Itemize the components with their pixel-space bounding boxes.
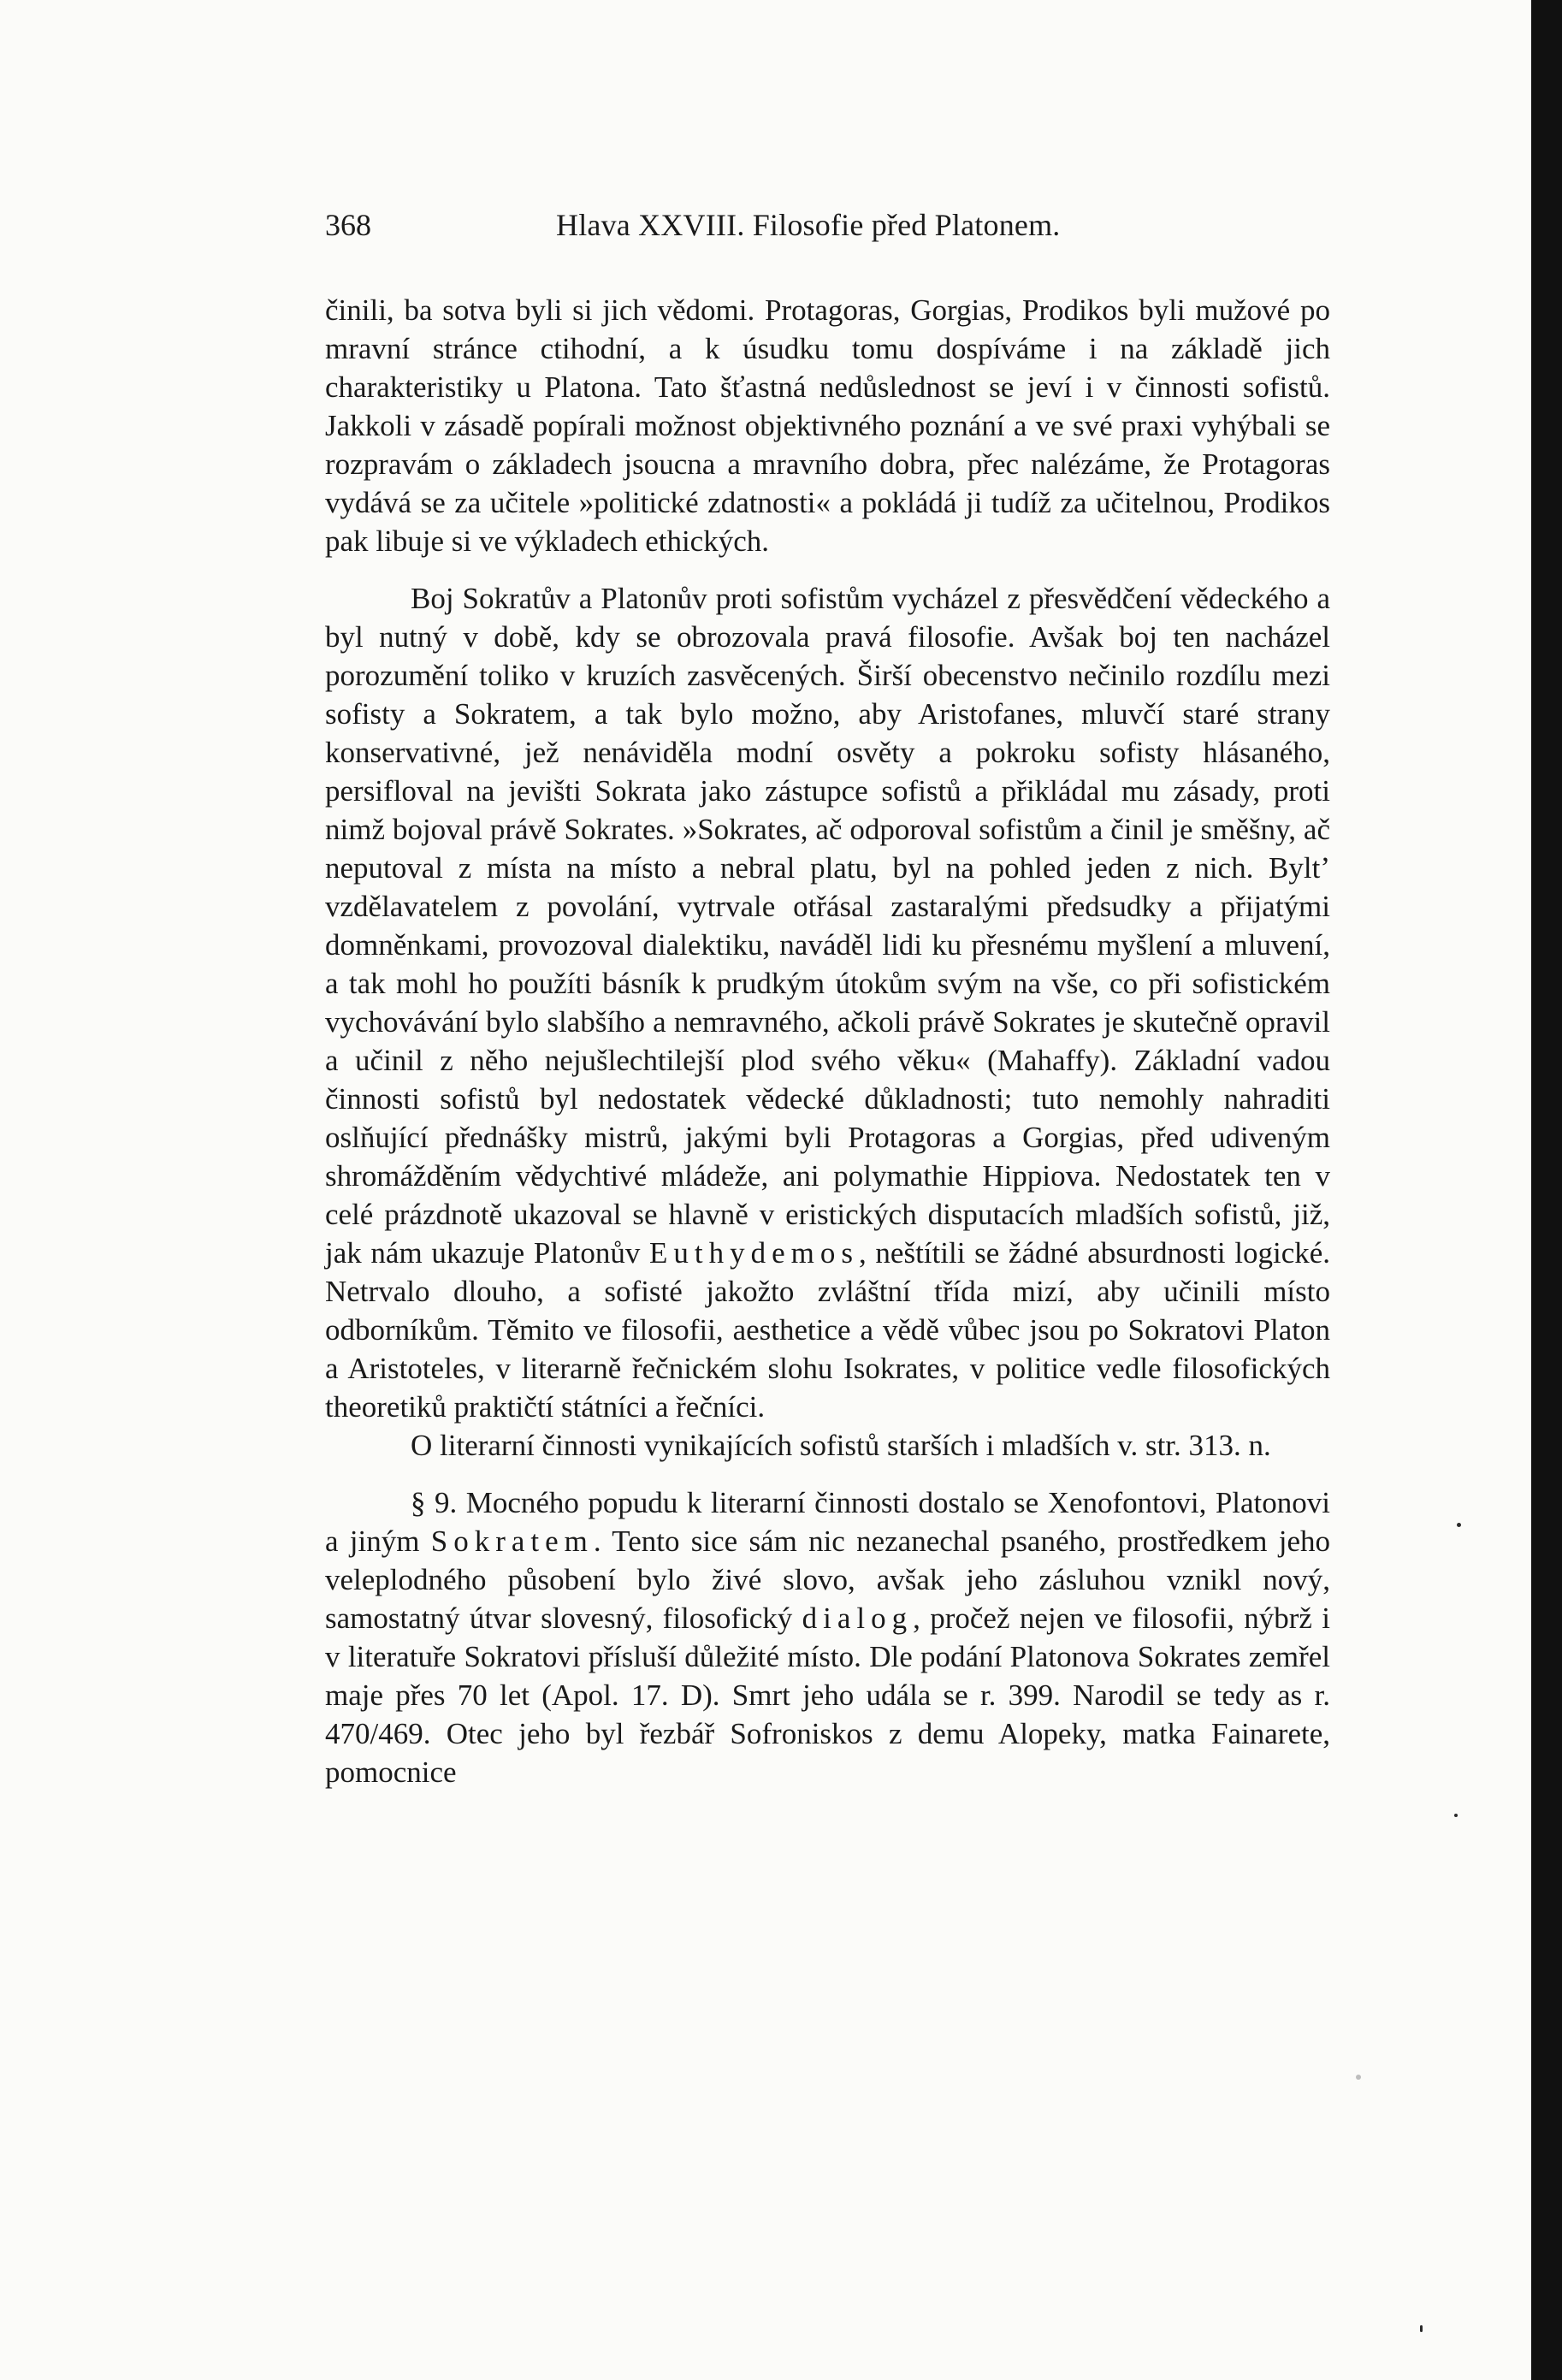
spaced-term-sokratem: Sokratem xyxy=(430,1525,594,1558)
scan-speck xyxy=(1457,1523,1461,1527)
paragraph-3 xyxy=(325,1426,1330,1465)
main-text xyxy=(325,291,1330,1791)
paragraph-4-text-c: , pročež nejen ve filosofii, nýbrž i v literatuře Sokratovi přísluší důležité místo. Dle podání Platonova Sokrates zemřel maje přes 70 let (Apol. 17. D). Smrt jeho udála se r. 399. Narodil se tedy as r. 470/469. Otec jeho byl řezbář Sofroniskos z demu Alopeky, matka Fainarete, pomocnice xyxy=(325,1601,1330,1789)
paragraph-1 xyxy=(325,291,1330,560)
running-head xyxy=(325,204,1330,246)
paragraph-4-text-a: § 9. Mocného popudu k literarní činnosti dostalo se Xenofontovi, Platonovi a jiným xyxy=(325,1486,1330,1558)
paragraph-4-text-b: . Tento sice sám nic nezanechal psaného, prostředkem jeho veleplodného působení bylo živé slovo, avšak jeho zásluhou vznikl nový, samostatný útvar slovesný, filosofický xyxy=(325,1525,1331,1635)
paragraph-2-text-b: , neštítili se žádné absurdnosti logické. Netrvalo dlouho, a sofisté jakožto zvláštní třída mizí, aby učinili místo odborníkům. Těmito ve filosofii, aesthetice a vědě vůbec jsou po Sokratovi Platon a Aristoteles, v literarně řečnickém slohu Isokrates, v politice vedle filosofických theoretiků praktičtí státníci a řečníci. xyxy=(325,1236,1331,1424)
paragraph-3-text: O literarní činnosti vynikajících sofistů starších i mladších v. str. 313. n. xyxy=(411,1429,1271,1462)
chapter-title: Hlava XXVIII. Filosofie před Platonem. xyxy=(556,208,1061,242)
paragraph-1-text: činili, ba sotva byli si jich vědomi. Protagoras, Gorgias, Prodikos byli mužové po mravní stránce ctihodní, a k úsudku tomu dospíváme i na základě jich charakteristiky u Platona. Tato šťastná nedůslednost se jeví i v činnosti sofistů. Jakkoli v zásadě popírali možnost objektivného poznání a ve své praxi vyhýbali se rozpravám o základech jsoucna a mravního dobra, přec nalézáme, že Protagoras vydává se za učitele »politické zdatnosti« a pokládá ji tudíž za učitelnou, Prodikos pak libuje si ve výkladech ethických. xyxy=(325,293,1330,558)
scan-speck xyxy=(1356,2075,1361,2080)
spaced-term-euthydemos: Euthydemos xyxy=(649,1236,859,1270)
scan-speck xyxy=(1420,2325,1423,2332)
paragraph-2-text-a: Boj Sokratův a Platonův proti sofistům vycházel z přesvědčení vědeckého a byl nutný v době, kdy se obrozovala pravá filosofie. Avšak boj ten nacházel porozumění toliko v kruzích zasvěcených. Širší obecenstvo nečinilo rozdílu mezi sofisty a Sokratem, a tak bylo možno, aby Aristofanes, mluvčí staré strany konservativné, jež nenáviděla modní osvěty a pokroku sofisty hlásaného, persifloval na jevišti Sokrata jako zástupce sofistů a přikládal mu zásady, proti nimž bojoval právě Sokrates. »Sokrates, ač odporoval sofistům a činil je směšny, ač neputoval z místa na místo a nebral platu, byl na pohled jeden z nich. Byltʼ vzdělavatelem z povolání, vytrvale otřásal zastaralými předsudky a přijatými domněnkami, provozoval dialektiku, naváděl lidi ku přesnému myšlení a mluvení, a tak mohl ho použíti básník k prudkým útokům svým na vše, co při sofistickém vychovávání bylo slabšího a nemravného, ačkoli právě Sokrates je skutečně opravil a učinil z něho nejušlechtilejší plod svého věku« (Mahaffy). Základní vadou činnosti sofistů byl nedostatek vědecké důkladnosti; tuto nemohly nahraditi oslňující přednášky mistrů, jakými byli Protagoras a Gorgias, před udiveným shromážděním vědychtivé mládeže, ani polymathie Hippiova. Nedostatek ten v celé prázdnotě ukazoval se hlavně v eristických disputacích mladších sofistů, již, jak nám ukazuje Platonův xyxy=(325,582,1330,1270)
paragraph-4 xyxy=(325,1483,1330,1791)
page-number: 368 xyxy=(325,208,371,242)
spaced-term-dialog: dialog xyxy=(802,1601,914,1635)
scan-speck xyxy=(1454,1814,1458,1817)
paragraph-2 xyxy=(325,579,1330,1426)
